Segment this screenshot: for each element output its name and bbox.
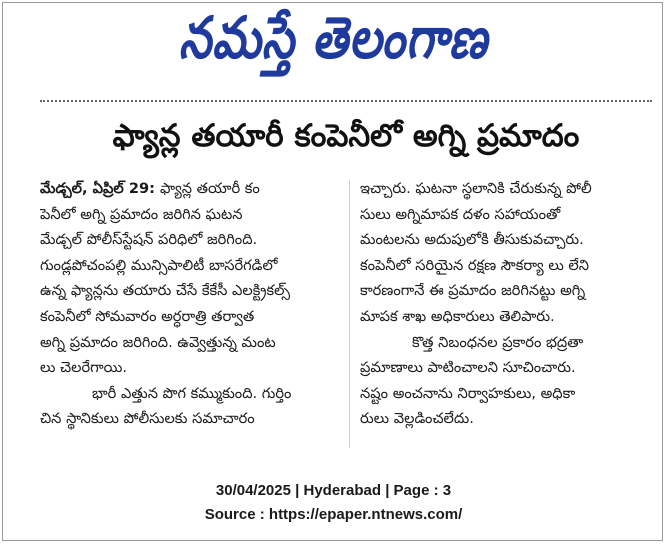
- article-column-left: [40, 176, 340, 432]
- masthead: [0, 3, 667, 84]
- article-column-right: [360, 176, 656, 432]
- footer-date-line: 30/04/2025 | Hyderabad | Page : 3: [215, 482, 452, 499]
- article-line: పెనీలో అగ్ని ప్రమాదం జరిగిన ఘటన: [40, 205, 243, 223]
- article-line: సులు అగ్నిమాపక దళం సహాయంతో: [360, 205, 561, 223]
- article-line: కొత్త నిబంధనల ప్రకారం భద్రతా: [412, 333, 584, 351]
- footer-source-line: Source : https://epaper.ntnews.com/: [204, 506, 463, 523]
- article-line: కంపెనీలో సోమవారం అర్ధరాత్రి తర్వాత: [40, 307, 255, 325]
- masthead-title: నమస్తే తెలంగాణ: [178, 3, 489, 72]
- article-line: మంటలను అదుపులోకి తీసుకువచ్చారు.: [360, 231, 584, 249]
- column-divider: [349, 180, 350, 448]
- article-line: లు చెలరేగాయి.: [40, 359, 127, 377]
- article-line: ఇచ్చారు. ఘటనా స్థలానికి చేరుకున్న పోలీ: [360, 180, 592, 197]
- article-line: రులు వెల్లడించలేదు.: [360, 410, 474, 428]
- article-line: [40, 176, 340, 202]
- article-line: కారణంగానే ఈ ప్రమాదం జరిగినట్టు అగ్ని: [360, 282, 586, 300]
- article-line: ప్రమాణాలు పాటించాలని సూచించారు.: [360, 359, 576, 377]
- masthead-divider: [40, 100, 652, 102]
- article-line: మేడ్చల్ పోలీస్‌స్టేషన్ పరిధిలో జరిగింది.: [40, 231, 258, 249]
- article-dateline: మేడ్చల్, ఏప్రిల్ 29:: [40, 180, 161, 197]
- article-line: అగ్ని ప్రమాదం జరిగింది. ఉవ్వెత్తున్న మంట: [40, 333, 276, 351]
- article-line: నష్టం అంచనాను నిర్వాహకులు, అధికా: [360, 384, 576, 402]
- article-line: గుండ్లపోచంపల్లి మున్సిపాలిటీ బాసరేగడిలో: [40, 256, 278, 274]
- article-line: భారీ ఎత్తున పొగ కమ్ముకుంది. గుర్తిం: [92, 384, 292, 402]
- article-line: చిన స్థానికులు పోలీసులకు సమాచారం: [40, 410, 255, 428]
- article-line: కంపెనీలో సరియైన రక్షణ సౌకర్యా లు లేని: [360, 256, 590, 274]
- article-line: మాపక శాఖ అధికారులు తెలిపారు.: [360, 307, 555, 325]
- article-headline: ఫ్యాన్ల తయారీ కంపెనీలో అగ్ని ప్రమాదం: [112, 117, 580, 154]
- article-line-text: ఫ్యాన్ల తయారీ కం: [160, 180, 260, 197]
- article-line: ఉన్న ఫ్యాన్లను తయారు చేసే కేకేసీ ఎలక్ట్రికల్స్: [40, 282, 291, 300]
